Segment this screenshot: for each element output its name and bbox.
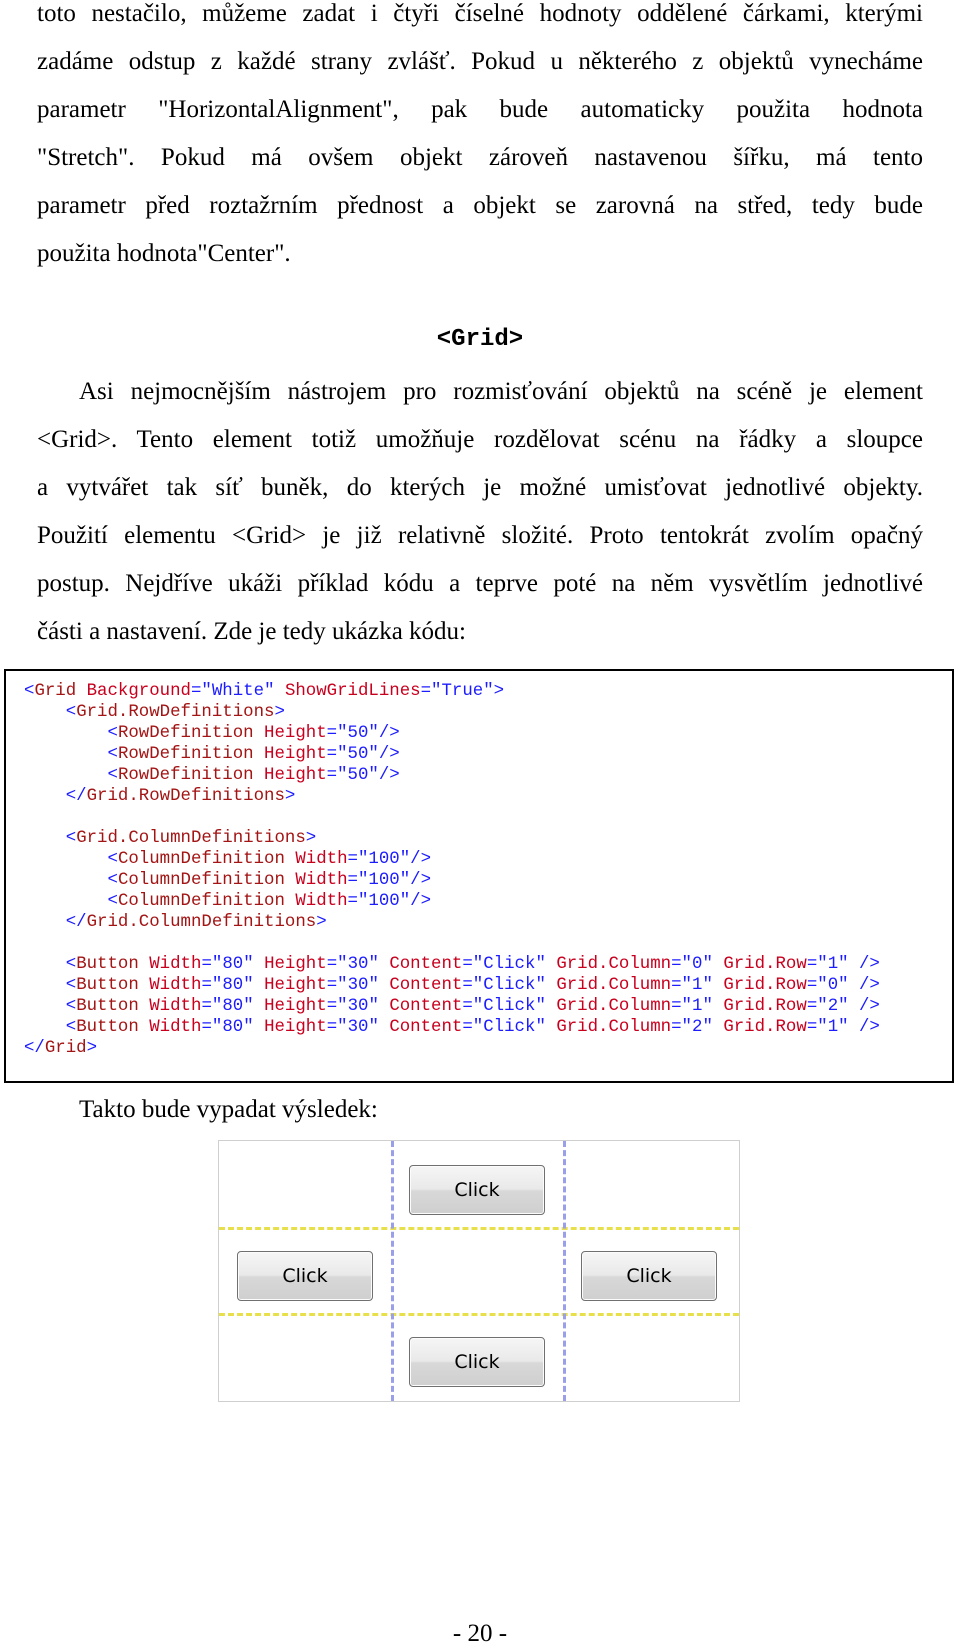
code-listing-box [4, 669, 954, 1083]
preview-click-button[interactable]: Click [409, 1337, 545, 1387]
preview-click-button[interactable]: Click [237, 1251, 373, 1301]
column-gridline [563, 1141, 566, 1401]
paragraph-1 [37, 0, 923, 278]
preview-click-button[interactable]: Click [409, 1165, 545, 1215]
paragraph-line: <Grid>. Tento element totiž umožňuje rozdělovat scénu na řádky a sloupce [37, 426, 923, 453]
paragraph-line: "Stretch". Pokud má ovšem objekt zároveň nastavenou šířku, má tento [37, 144, 923, 171]
paragraph-line: toto nestačilo, můžeme zadat i čtyři číselné hodnoty oddělené čárkami, kterými [37, 0, 923, 27]
paragraph-line: zadáme odstup z každé strany zvlášť. Pokud u některého z objektů vynecháme [37, 48, 923, 75]
grid-preview-window [218, 1140, 740, 1402]
column-gridline [391, 1141, 394, 1401]
paragraph-line: Použití elementu <Grid> je již relativně složité. Proto tentokrát zvolím opačný [37, 522, 923, 549]
section-heading: <Grid> [436, 326, 524, 353]
paragraph-line: postup. Nejdříve ukáži příklad kódu a teprve poté na něm vysvětlím jednotlivé [37, 570, 923, 597]
page-number: - 20 - [452, 1620, 508, 1647]
result-caption: Takto bude vypadat výsledek: [79, 1096, 378, 1123]
xaml-code-listing: <Grid Background="White" ShowGridLines="True"> <Grid.RowDefinitions> <RowDefinition Height="50"/> <RowDefinition Height="50"/> <RowDefinition Height="50"/> </Grid.RowDefinitions> <Grid.ColumnDefinitions> <ColumnDefinition Width="100"/> <ColumnDefinition Width="100"/> <ColumnDefinition Width="100"/> </Grid.ColumnDefinitions> <Button Width="80" Height="30" Content="Click" Grid.Column="0" Grid.Row="1" /> <Button Width="80" Height="30" Content="Click" Grid.Column="1" Grid.Row="0" /> <Button Width="80" Height="30" Content="Click" Grid.Column="1" Grid.Row="2" /> <Button Width="80" Height="30" Content="Click" Grid.Column="2" Grid.Row="1" /> </Grid> [24, 682, 880, 1058]
preview-click-button[interactable]: Click [581, 1251, 717, 1301]
row-gridline [219, 1313, 739, 1316]
paragraph-line: části a nastavení. Zde je tedy ukázka kódu: [37, 618, 467, 645]
paragraph-line: Asi nejmocnějším nástrojem pro rozmisťování objektů na scéně je element [79, 378, 923, 405]
paragraph-line: použita hodnota"Center". [37, 240, 291, 267]
row-gridline [219, 1227, 739, 1230]
paragraph-2 [37, 368, 923, 656]
paragraph-line: parametr před roztažrním přednost a objekt se zarovná na střed, tedy bude [37, 192, 923, 219]
paragraph-line: parametr "HorizontalAlignment", pak bude automaticky použita hodnota [37, 96, 923, 123]
paragraph-line: a vytvářet tak síť buněk, do kterých je možné umisťovat jednotlivé objekty. [37, 474, 923, 501]
